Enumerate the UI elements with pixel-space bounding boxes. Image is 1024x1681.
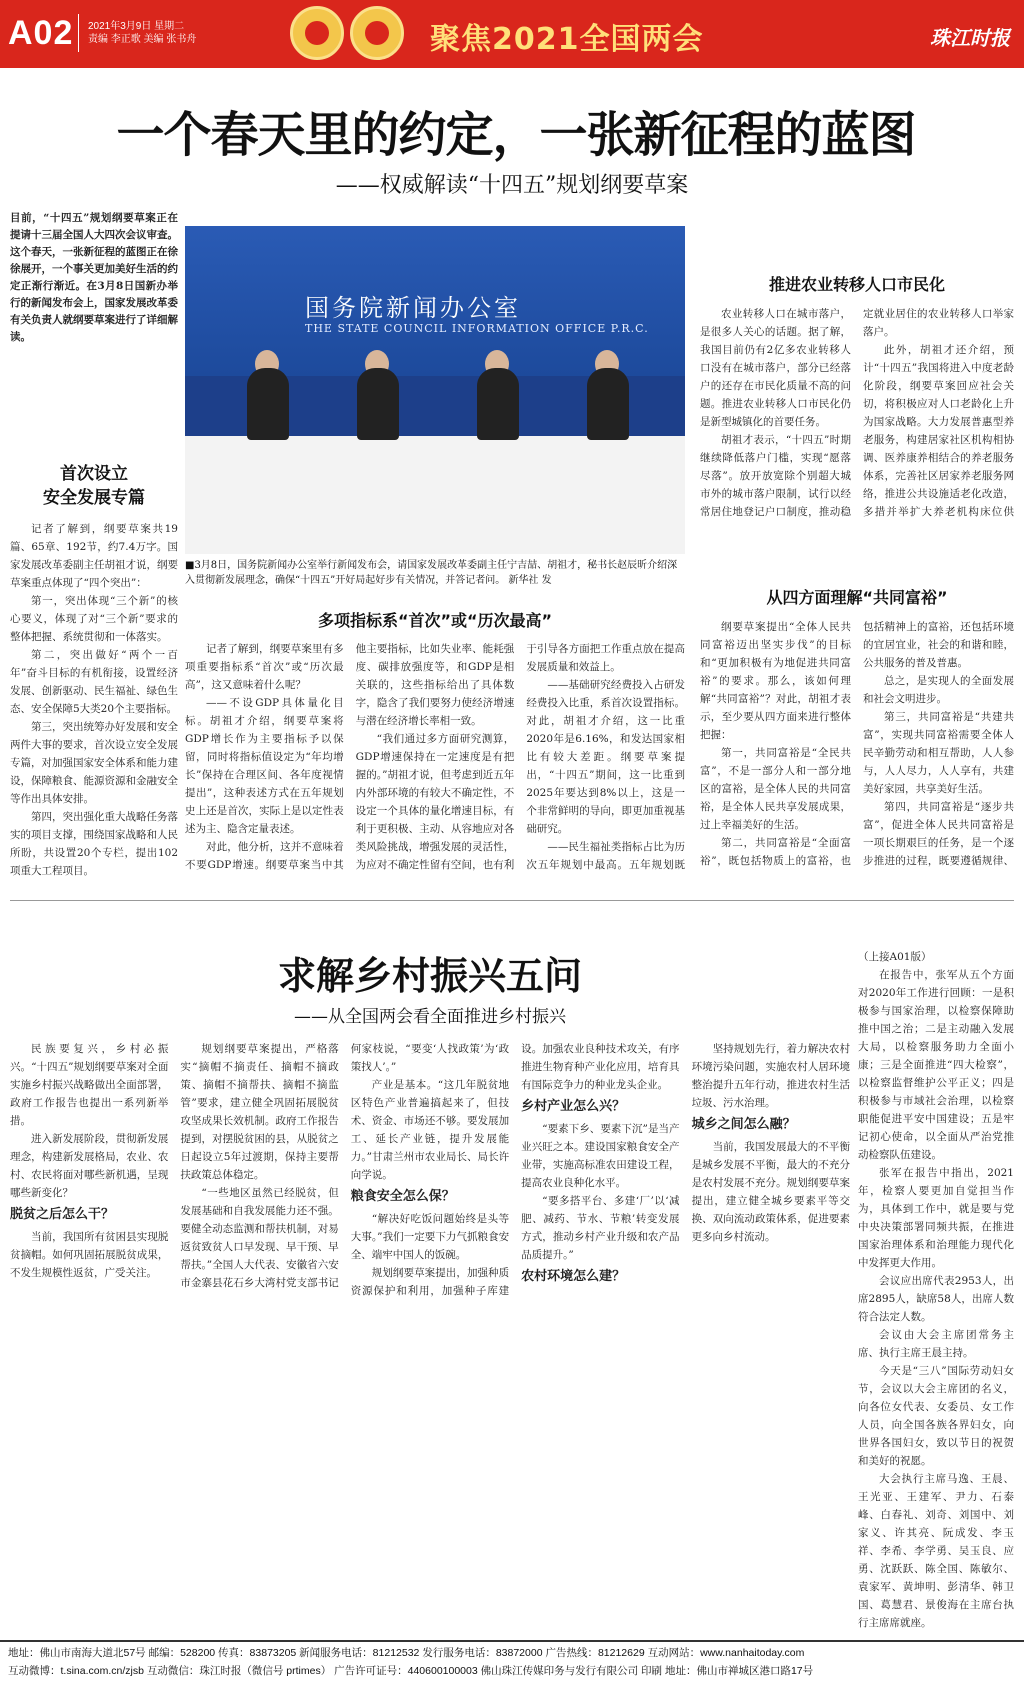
photo-banner-en: THE STATE COUNCIL INFORMATION OFFICE P.R.C. xyxy=(305,322,649,335)
paragraph: 规划纲要草案提出，严格落实“摘帽不摘责任、摘帽不摘政策、摘帽不摘帮扶、摘帽不摘监管”要求，建立健全巩固拓展脱贫攻坚成果长效机制。政府工作报告提到，对摆脱贫困的县，从脱贫之日起设立5年过渡期，保持主要帮扶政策总体稳定。 xyxy=(180,1043,339,1181)
paragraph: 纲要草案提出“全体人民共同富裕迈出坚实步伐”的目标和“更加积极有为地促进共同富裕”的要求。那么，该如何理解“共同富裕”？对此，胡祖才表示，至少要从四方面来进行整体把握： xyxy=(700,621,851,741)
paragraph: “要素下乡、要素下沉”是当产业兴旺之本。建设国家粮食安全产业带，实施高标准农田建设工程，提高农业良种化水平。 xyxy=(521,1123,680,1189)
photo-speaker-body xyxy=(247,368,289,440)
paragraph: 坚持规划先行，着力解决农村环境污染问题，实施农村人居环境整治提升五年行动，推进农村生活垃圾、污水治理。 xyxy=(691,1043,850,1109)
paragraph: 第二，突出做好“两个一百年”奋斗目标的有机衔接，设置经济发展、创新驱动、民生福祉、绿色生态、安全保障5大类20个主要指标。 xyxy=(10,649,178,715)
paragraph: 在报告中，张军从五个方面对2020年工作进行回顾：一是积极参与国家治理，以检察保障助推中国之治；二是主动融入发展大局，以检察服务助力全面小康；三是全面推进“四大检察”，以检察监督维护公平正义；四是积极参与市域社会治理，以检察职能促进平安中国建设；五是牢记初心使命，以全面从严治党推动检察队伍建设。 xyxy=(858,969,1014,1161)
article-intro: 目前，“十四五”规划纲要草案正在提请十三届全国人大四次会议审查。这个春天，一张新征程的蓝图正在徐徐展开，一个事关更加美好生活的约定正渐行渐近。在3月8日国新办举行的新闻发布会上，国家发展改革委有关负责人就纲要草案进行了详细解读。 xyxy=(10,212,178,343)
rural-subheading: 农村环境怎么建？ xyxy=(521,1269,626,1284)
newspaper-logo: 珠江时报 xyxy=(930,26,1010,50)
paragraph: 第四，突出强化重大战略任务落实的项目支撑，围绕国家战略和人民所盼，共设置20个专栏，提出102项重大工程项目。 xyxy=(10,811,178,877)
rural-headline: 求解乡村振兴五问 xyxy=(277,954,582,998)
footer-line: 互动微博：t.sina.com.cn/zjsb 互动微信：珠江时报（微信号 prtimes） 广告许可证号：440600100003 佛山珠江传媒印务与发行有限公司 印刷 地址：佛山市禅城区港口路17号 xyxy=(8,1665,814,1677)
header-divider xyxy=(78,14,79,52)
continued-article xyxy=(858,948,1014,1636)
section-body-migrant xyxy=(700,305,1014,545)
paragraph: 规划纲要草案提出，加强种质资源保护和利用，加强种子库建设。加强农业良种技术攻关，有序推进生物育种产业化应用，培育具有国际竞争力的种业龙头企业。 xyxy=(350,1043,680,1297)
paragraph: “解决好吃饭问题始终是头等大事。”我们一定要下力气抓粮食安全、端牢中国人的饭碗。 xyxy=(350,1213,510,1261)
paragraph: 农业转移人口在城市落户，是很多人关心的话题。据了解，我国目前仍有2亿多农业转移人口没有在城市落户，部分已经落户的还存在市民化质量不高的问题。推进农业转移人口市民化仍是新型城镇化的首要任务。 xyxy=(700,308,851,428)
paragraph: 第二，共同富裕是“全面富裕”，既包括物质上的富裕，也包括精神上的富裕，还包括环境的宜居宜业，社会的和谐和睦，公共服务的普及普惠。 xyxy=(700,621,1014,867)
paragraph: “我们通过多方面研究测算，GDP增速保持在一定速度是有把握的。”胡祖才说，但考虑到近五年内外部环境的有较大不确定性，不设定一个具体的量化增速目标，有利于更积极、主动、从容地应对各类风险挑战，增强发展的灵活性，为应对不确定性留有空间，也有利于引导各方面把工作重点放在提高发展质量和效益上。 xyxy=(355,643,685,871)
rural-subheadline: ——从全国两会看全面推进乡村振兴 xyxy=(294,1007,566,1027)
paragraph: 当前，我国发展最大的不平衡是城乡发展不平衡，最大的不充分是农村发展不充分。规划纲要草案提出，建立健全城乡要素平等交换、双向流动政策体系，促进要素更多向乡村流动。 xyxy=(691,1141,850,1243)
paragraph: 记者了解到，纲要草案共19篇、65章、192节，约7.4万字。国家发展改革委副主任胡祖才说，纲要草案重点体现了“四个突出”： xyxy=(10,523,178,589)
section-banner: 聚焦2021全国两会 xyxy=(430,22,704,57)
paragraph: 产业是基本。“这几年脱贫地区特色产业普遍搞起来了，但技术、资金、市场还不够。要发展加工、延长产业链，提升发展能力。”甘肃兰州市农业局长、局长许向学说。 xyxy=(350,1079,510,1181)
section-body-prosperity xyxy=(700,618,1014,878)
editors-text: 责编 李正歌 美编 张书舟 xyxy=(88,34,197,45)
section-divider xyxy=(10,900,1014,901)
main-headline: 一个春天里的约定，一张新征程的蓝图 xyxy=(116,107,916,163)
paragraph: 第三，突出统筹办好发展和安全两件大事的要求，首次设立安全发展专篇，对加强国家安全体系和能力建设，保障粮食、能源资源和金融安全等作出具体安排。 xyxy=(10,721,178,805)
photo-speaker-body xyxy=(587,368,629,440)
paragraph: 此外，胡祖才还介绍，预计“十四五”我国将进入中度老龄化阶段，纲要草案回应社会关切，将积极应对人口老龄化上升为国家战略。大力发展普惠型养老服务，构建居家社区机构相协调、医养康养相结合的养老服务体系，完善社区居家养老服务网络，推进公共设施适老化改造，多措并举扩大养老机构床位供 xyxy=(863,344,1014,518)
paragraph: 民族要复兴，乡村必振兴。“十四五”规划纲要草案对全面实施乡村振兴战略做出全面部署，政府工作报告也提出一系列新举措。 xyxy=(10,1043,169,1127)
paragraph: “要多搭平台、多建‘厂’以‘减肥、减药、节水、节粮’转变发展方式，推动乡村产业升级和农产品品质提升。” xyxy=(521,1195,680,1261)
paragraph: 今天是“三八”国际劳动妇女节，会议以大会主席团的名义，向各位女代表、女委员、女工作人员，向全国各族各界妇女，向世界各国妇女，致以节日的祝贺和美好的祝愿。 xyxy=(858,1365,1014,1467)
paragraph: ——民生福祉类指标占比为历次五年规划中最高。五年规划既 xyxy=(526,841,685,871)
rural-subheading: 城乡之间怎么融？ xyxy=(691,1117,796,1132)
paragraph: ——基础研究经费投入占研发经费投入比重，系首次设置指标。对此，胡祖才介绍，这一比重2020年是6.16%，和发达国家相比有较大差距。纲要草案提出，“十四五”期间，这一比重到2025年要达到8%以上，这是一个非常鲜明的导向，即更加重视基础研究。 xyxy=(526,679,685,835)
continued-label: （上接A01版） xyxy=(858,951,932,963)
paragraph: 当前，我国所有贫困县实现脱贫摘帽。如何巩固拓展脱贫成果，不发生规模性返贫，广受关注。 xyxy=(10,1231,169,1279)
footer-line: 地址：佛山市南海大道北57号 邮编：528200 传真：83873205 新闻服务电话：81212532 发行服务电话：83872000 广告热线：81212629 互动网站：www.nanhaitoday.com xyxy=(8,1647,805,1659)
paragraph: 对此，他分析，这并不意味着不要GDP增速。纲要草案当中其他主要指标，比如失业率、能耗强度、碳排放强度等，和GDP是相关联的，这些指标给出了具体数字，隐含了我们要努力使经济增速与潜在经济增长率相一致。 xyxy=(185,643,515,871)
issue-date xyxy=(88,20,196,46)
paragraph: 第三，共同富裕是“共建共富”，实现共同富裕需要全体人民辛勤劳动和相互帮助，人人参与，人人尽力，人人享有，共建美好家园，共享美好生活。 xyxy=(863,711,1014,795)
photo-speaker-body xyxy=(477,368,519,440)
paragraph: 进入新发展阶段，贯彻新发展理念，构建新发展格局，农业、农村、农民将面对哪些新机遇，呈现哪些新变化？ xyxy=(10,1133,169,1199)
section-heading-prosperity: 从四方面理解“共同富裕” xyxy=(766,588,948,607)
photo-banner-cn: 国务院新闻办公室 xyxy=(305,294,521,322)
national-emblem-icon xyxy=(290,6,344,60)
paragraph: 大会执行主席马逸、王晨、王光亚、王建军、尹力、石泰峰、白春礼、刘奇、刘国中、刘家义、许其亮、阮成发、李玉祥、李希、李学勇、吴玉良、应勇、沈跃跃、陈全国、陈敏尔、袁家军、黄坤明、彭清华、韩卫国、葛慧君、景俊海在主席台执行主席席就座。 xyxy=(858,1473,1014,1629)
page-number: A02 xyxy=(8,14,74,52)
photo-caption: ■3月8日，国务院新闻办公室举行新闻发布会，请国家发展改革委副主任宁吉喆、胡祖才，秘书长赵辰昕介绍深入贯彻新发展理念，确保“十四五”开好局起好步有关情况，并答记者问。 新华社 发 xyxy=(185,560,678,586)
paragraph: 第四，共同富裕是“逐步共富”，促进全体人民共同富裕是一项长期艰巨的任务，是一个逐步推进的过程，既要遵循规律、 xyxy=(863,801,1014,867)
paragraph: 记者了解到，纲要草案里有多项重要指标系“首次”或“历次最高”，这又意味着什么呢？ xyxy=(185,643,344,691)
issue-date-text: 2021年3月9日 星期二 xyxy=(88,21,185,32)
photo-speaker-body xyxy=(357,368,399,440)
press-conference-photo xyxy=(185,226,685,554)
page-header xyxy=(0,0,1024,68)
page-footer xyxy=(0,1640,1024,1681)
paragraph: 会议由大会主席团常务主席、执行主席王晨主持。 xyxy=(858,1329,1014,1359)
paragraph: 张军在报告中指出，2021年，检察人要更加自觉担当作为，具体到工作中，就是要与党中央决策部署同频共振，在推进国家治理体系和治理能力现代化中发挥更大作用。 xyxy=(858,1167,1014,1269)
main-subheadline: ——权威解读“十四五”规划纲要草案 xyxy=(335,173,689,198)
paragraph: ——不设GDP具体量化目标。胡祖才介绍，纲要草案将GDP增长作为主要指标予以保留，同时将指标值设定为“年均增长”保持在合理区间、各年度视情提出”，这种表述方式在五年规划史上还是首次，实际上是以定性表述为主、隐含定量表述。 xyxy=(185,697,344,835)
paragraph: 总之，是实现人的全面发展和社会文明进步。 xyxy=(863,675,1014,705)
paragraph: 会议应出席代表2953人，出席2895人，缺席58人，出席人数符合法定人数。 xyxy=(858,1275,1014,1323)
section-heading-migrant: 推进农业转移人口市民化 xyxy=(768,275,945,294)
section-heading-indicators: 多项指标系“首次”或“历次最高” xyxy=(317,611,553,630)
section-heading-safety: 首次设立 安全发展专篇 xyxy=(43,464,145,508)
rural-article-body xyxy=(10,1040,850,1636)
paragraph: “一些地区虽然已经脱贫，但发展基础和自我发展能力还不强。要健全动态监测和帮扶机制，对易返贫致贫人口早发现、早干预、早帮扶。”全国人大代表、安徽省六安市金寨县花石乡大湾村党支部书记何家枝说，“要变‘人找政策’为‘政策找人’。” xyxy=(180,1043,510,1289)
section-body-indicators xyxy=(185,640,685,878)
rural-subheading: 粮食安全怎么保？ xyxy=(350,1189,455,1204)
rural-subheading: 乡村产业怎么兴？ xyxy=(521,1099,626,1114)
section-body-safety xyxy=(10,520,178,880)
photo-desk xyxy=(185,436,685,554)
paragraph: 胡祖才表示，“十四五”时期继续降低落户门槛，实现“愿落尽落”。放开放宽除个别超大城市外的城市落户限制，试行以经常居住地登记户口制度，推动稳定就业居住的农业转移人口举家落户。 xyxy=(700,308,1014,518)
rural-subheading: 脱贫之后怎么干？ xyxy=(10,1207,115,1222)
paragraph: 第一，共同富裕是“全民共富”，不是一部分人和一部分地区的富裕，是全体人民的共同富裕，是全体人民共享发展成果，过上幸福美好的生活。 xyxy=(700,747,851,831)
paragraph: 第一，突出体现“三个新”的核心要义，体现了对“三个新”要求的整体把握、系统贯彻和一体落实。 xyxy=(10,595,178,643)
cppcc-emblem-icon xyxy=(350,6,404,60)
